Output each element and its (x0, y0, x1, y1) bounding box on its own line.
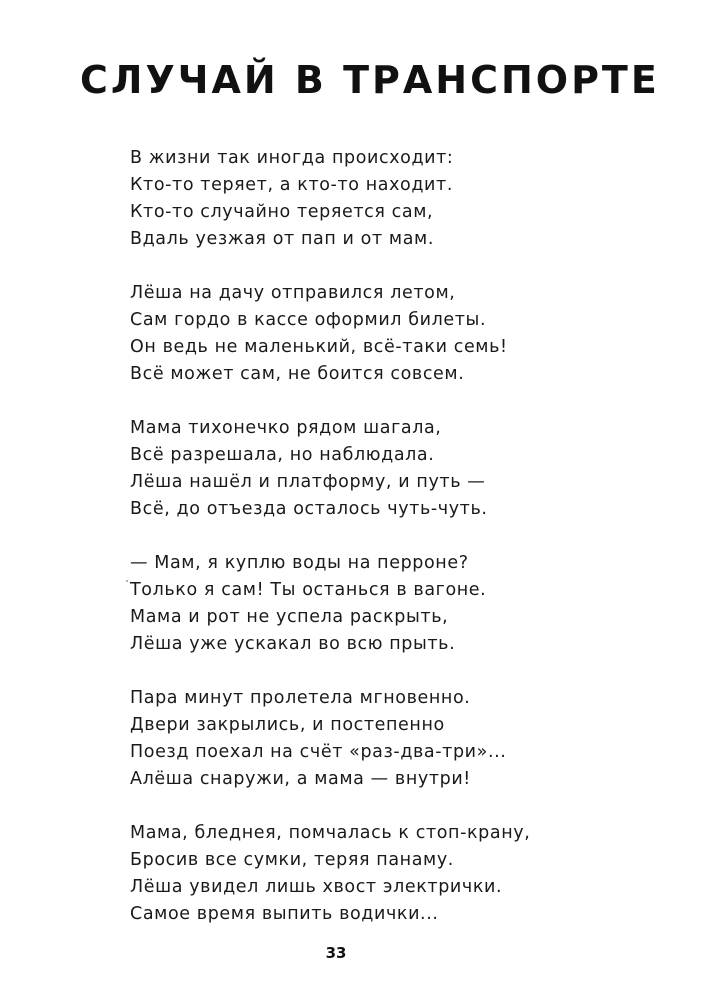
poem-line: Лёша нашёл и платформу, и путь — (130, 472, 486, 492)
poem-line: Пара минут пролетела мгновенно. (130, 688, 471, 708)
stanza (130, 145, 650, 253)
poem-line: Двери закрылись, и постепенно (130, 715, 445, 735)
poem-line: Лёша увидел лишь хвост электрички. (130, 877, 503, 897)
page-title: СЛУЧАЙ В ТРАНСПОРТЕ (80, 58, 660, 102)
poem-line: Самое время выпить водички... (130, 904, 439, 924)
poem-line: Всё, до отъезда осталось чуть-чуть. (130, 499, 488, 519)
print-speck (126, 580, 128, 582)
poem-line: Сам гордо в кассе оформил билеты. (130, 310, 487, 330)
poem-line: Вдаль уезжая от пап и от мам. (130, 229, 435, 249)
poem-line: Алёша снаружи, а мама — внутри! (130, 769, 471, 789)
poem-line: Всё может сам, не боится совсем. (130, 364, 465, 384)
poem-line: Лёша на дачу отправился летом, (130, 283, 456, 303)
stanza (130, 685, 650, 793)
poem-line: Кто-то случайно теряется сам, (130, 202, 434, 222)
poem-line: Только я сам! Ты останься в вагоне. (130, 580, 487, 600)
poem-line: Мама, бледнея, помчалась к стоп-крану, (130, 823, 531, 843)
poem-line: Мама и рот не успела раскрыть, (130, 607, 449, 627)
poem-line: Мама тихонечко рядом шагала, (130, 418, 442, 438)
page-number: 33 (325, 944, 347, 962)
stanza (130, 550, 650, 658)
poem-line: Всё разрешала, но наблюдала. (130, 445, 435, 465)
poem-body (130, 145, 650, 955)
poem-line: Бросив все сумки, теряя панаму. (130, 850, 454, 870)
stanza (130, 280, 650, 388)
poem-line: Лёша уже ускакал во всю прыть. (130, 634, 456, 654)
poem-line: В жизни так иногда происходит: (130, 148, 454, 168)
stanza (130, 415, 650, 523)
poem-line: Кто-то теряет, а кто-то находит. (130, 175, 453, 195)
poem-line: Поезд поехал на счёт «раз-два-три»... (130, 742, 507, 762)
stanza (130, 820, 650, 928)
poem-line: Он ведь не маленький, всё-таки семь! (130, 337, 508, 357)
poem-line: — Мам, я куплю воды на перроне? (130, 553, 469, 573)
